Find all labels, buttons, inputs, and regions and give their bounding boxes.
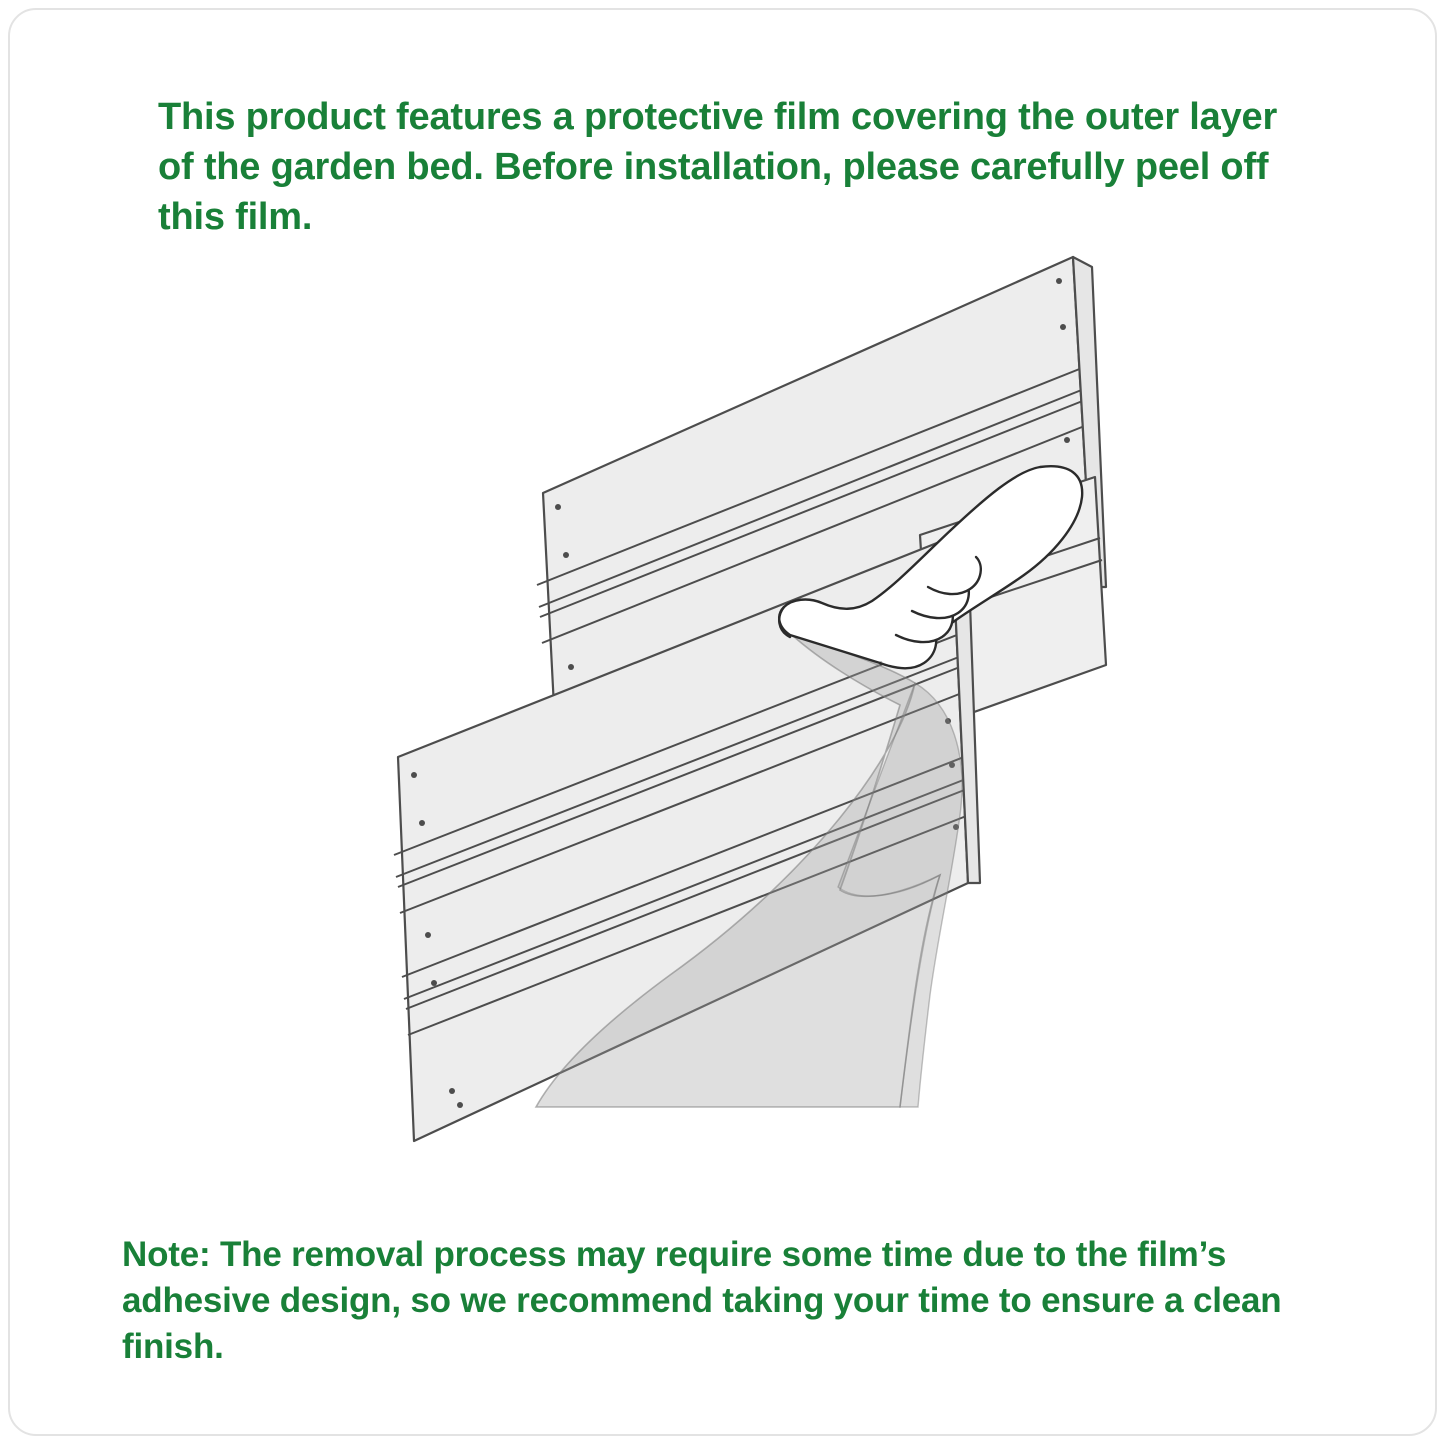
garden-bed-film-diagram [340, 235, 1140, 1185]
note-text: Note: The removal process may require some time due to the film’s adhesive design, so we recommend taking your time to ensure a clean finish. [122, 1235, 1282, 1367]
headline-text: This product features a protective film covering the outer layer of the garden bed. Before installation, please carefully peel off this film. [158, 96, 1278, 239]
illustration [340, 235, 1140, 1185]
instruction-card [8, 8, 1437, 1436]
